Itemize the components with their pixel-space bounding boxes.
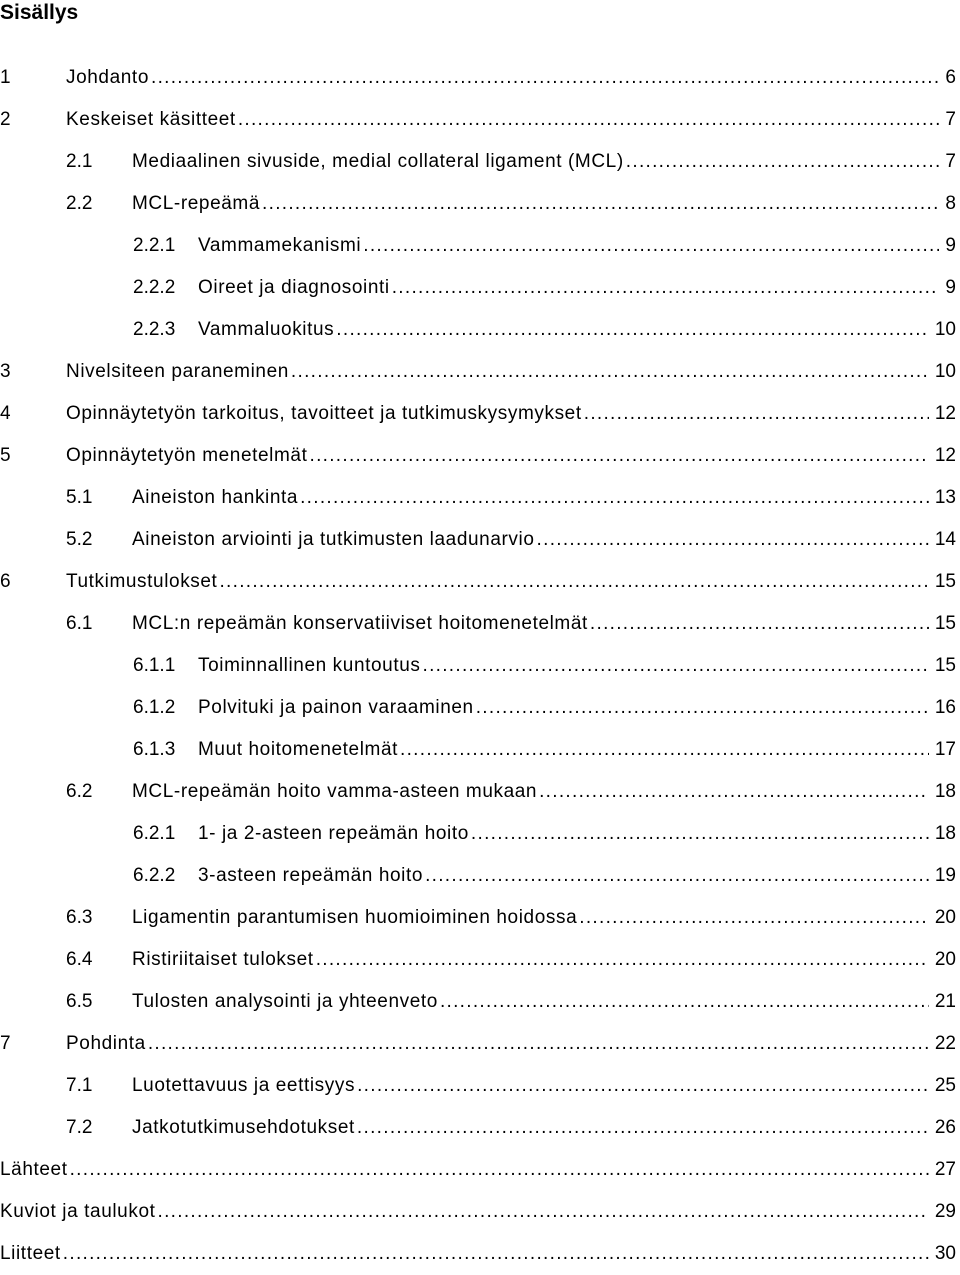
toc-entry-page: 19 [934,865,956,886]
toc-entry-title: Opinnäytetyön menetelmät [66,445,308,466]
toc-dot-leader [440,981,929,1023]
toc-dot-leader [148,1023,929,1065]
toc-entry-title: Keskeiset käsitteet [66,109,236,130]
toc-entry-page: 20 [934,907,956,928]
toc-entry[interactable] [0,267,956,309]
toc-entry-page: 25 [934,1075,956,1096]
toc-entry-page: 9 [945,277,956,298]
toc-dot-leader [363,225,939,267]
toc-entry-number: 6.2 [66,781,93,802]
toc-entry[interactable] [0,1149,956,1191]
toc-entry-page: 10 [934,319,956,340]
toc-entry-page: 17 [934,739,956,760]
toc-entry[interactable] [0,519,956,561]
toc-entry-title: Luotettavuus ja eettisyys [132,1075,356,1096]
toc-dot-leader [63,1233,929,1275]
toc-entry-number: 6.1.1 [133,655,176,676]
toc-entry[interactable] [0,225,956,267]
toc-entry-page: 12 [934,403,956,424]
toc-entry-number: 2.1 [66,151,93,172]
toc-entry[interactable] [0,1107,956,1149]
toc-dot-leader [590,603,929,645]
toc-entry[interactable] [0,1233,956,1275]
toc-entry-page: 6 [945,67,956,88]
toc-dot-leader [471,813,929,855]
toc-entry-page: 10 [934,361,956,382]
toc-entry-page: 29 [934,1201,956,1222]
toc-entry[interactable] [0,477,956,519]
toc-entry-title: Opinnäytetyön tarkoitus, tavoitteet ja tutkimuskysymykset [66,403,582,424]
toc-entry-title: MCL-repeämä [132,193,261,214]
toc-entry-number: 6 [0,571,11,592]
toc-entry-title: Tutkimustulokset [66,571,218,592]
toc-entry-number: 2.2.2 [133,277,176,298]
toc-dot-leader [476,687,929,729]
toc-entry-title: Kuviot ja taulukot [0,1201,156,1222]
toc-entry-number: 6.2.1 [133,823,176,844]
toc-entry[interactable] [0,99,956,141]
toc-entry[interactable] [0,1191,956,1233]
toc-entry-title: 1- ja 2-asteen repeämän hoito [198,823,469,844]
toc-entry-number: 6.2.2 [133,865,176,886]
toc-entry-page: 15 [934,655,956,676]
toc-entry-title: Nivelsiteen paraneminen [66,361,289,382]
toc-entry-number: 4 [0,403,11,424]
toc-dot-leader [626,141,940,183]
toc-entry-title: Jatkotutkimusehdotukset [132,1117,355,1138]
toc-entry-title: MCL:n repeämän konservatiiviset hoitomenetelmät [132,613,588,634]
toc-entry[interactable] [0,57,956,99]
toc-entry-number: 2.2.3 [133,319,176,340]
toc-entry-number: 2.2 [66,193,93,214]
toc-entry-title: Vammaluokitus [198,319,335,340]
toc-entry[interactable] [0,981,956,1023]
page-title: Sisällys [0,1,79,24]
toc-entry-page: 22 [934,1033,956,1054]
toc-entry-title: Ligamentin parantumisen huomioiminen hoidossa [132,907,578,928]
toc-entry-title: Pohdinta [66,1033,146,1054]
toc-entry-number: 6.1 [66,613,93,634]
toc-entry-number: 6.3 [66,907,93,928]
toc-entry[interactable] [0,1023,956,1065]
toc-entry[interactable] [0,603,956,645]
toc-entry[interactable] [0,855,956,897]
toc-dot-leader [357,1107,929,1149]
toc-entry[interactable] [0,687,956,729]
toc-dot-leader [336,309,929,351]
toc-entry-number: 5.2 [66,529,93,550]
toc-entry-number: 7.2 [66,1117,93,1138]
toc-entry-title: Polvituki ja painon varaaminen [198,697,474,718]
toc-dot-leader [70,1149,929,1191]
toc-entry-title: Johdanto [66,67,149,88]
toc-dot-leader [537,519,929,561]
toc-entry-title: Mediaalinen sivuside, medial collateral ligament (MCL) [132,151,624,172]
toc-entry-page: 20 [934,949,956,970]
toc-entry-page: 14 [934,529,956,550]
toc-entry-number: 7.1 [66,1075,93,1096]
toc-entry-page: 13 [934,487,956,508]
toc-entry-number: 6.5 [66,991,93,1012]
toc-dot-leader [539,771,929,813]
toc-entry[interactable] [0,351,956,393]
toc-dot-leader [151,57,939,99]
toc-entry-page: 16 [934,697,956,718]
toc-entry-page: 18 [934,781,956,802]
toc-entry-title: Vammamekanismi [198,235,362,256]
toc-entry-page: 27 [934,1159,956,1180]
toc-entry[interactable] [0,309,956,351]
toc-entry-number: 6.1.3 [133,739,176,760]
toc-entry-title: Muut hoitomenetelmät [198,739,398,760]
toc-entry-number: 6.1.2 [133,697,176,718]
toc-entry-page: 9 [945,235,956,256]
toc-entry-title: Aineiston hankinta [132,487,299,508]
toc-entry-number: 3 [0,361,11,382]
toc-entry-number: 5 [0,445,11,466]
toc-dot-leader [238,99,940,141]
toc-dot-leader [357,1065,929,1107]
toc-entry[interactable] [0,645,956,687]
toc-entry-number: 2.2.1 [133,235,176,256]
toc-entry-title: Tulosten analysointi ja yhteenveto [132,991,438,1012]
toc-entry-number: 6.4 [66,949,93,970]
toc-entry-page: 26 [934,1117,956,1138]
toc-entry[interactable] [0,561,956,603]
toc-entry[interactable] [0,897,956,939]
toc-dot-leader [291,351,929,393]
toc-dot-leader [158,1191,929,1233]
toc-entry-page: 7 [945,151,956,172]
toc-dot-leader [262,183,939,225]
toc-entry-page: 18 [934,823,956,844]
toc-dot-leader [425,855,929,897]
toc-entry-title: Lähteet [0,1159,68,1180]
toc-dot-leader [579,897,929,939]
toc-entry[interactable] [0,393,956,435]
toc-entry[interactable] [0,1065,956,1107]
toc-entry-page: 30 [934,1243,956,1264]
toc-entry-number: 1 [0,67,11,88]
toc-dot-leader [400,729,929,771]
toc-dot-leader [316,939,929,981]
toc-entry-page: 12 [934,445,956,466]
toc-entry-title: Aineiston arviointi ja tutkimusten laadunarvio [132,529,535,550]
table-of-contents [0,57,956,1275]
toc-entry-number: 7 [0,1033,11,1054]
toc-entry-title: Toiminnallinen kuntoutus [198,655,421,676]
toc-entry[interactable] [0,141,956,183]
toc-entry-title: Oireet ja diagnosointi [198,277,390,298]
toc-dot-leader [392,267,940,309]
toc-dot-leader [219,561,928,603]
toc-entry[interactable] [0,813,956,855]
toc-entry-number: 2 [0,109,11,130]
toc-entry-title: 3-asteen repeämän hoito [198,865,424,886]
toc-entry-title: MCL-repeämän hoito vamma-asteen mukaan [132,781,538,802]
toc-entry-title: Liitteet [0,1243,61,1264]
toc-entry[interactable] [0,939,956,981]
toc-entry-page: 21 [934,991,956,1012]
toc-entry-number: 5.1 [66,487,93,508]
toc-entry[interactable] [0,183,956,225]
toc-dot-leader [584,393,929,435]
toc-dot-leader [309,435,928,477]
toc-dot-leader [300,477,929,519]
toc-entry-page: 15 [934,613,956,634]
toc-entry[interactable] [0,729,956,771]
toc-entry[interactable] [0,435,956,477]
toc-entry-title: Ristiriitaiset tulokset [132,949,314,970]
toc-entry[interactable] [0,771,956,813]
toc-entry-page: 7 [945,109,956,130]
toc-entry-page: 15 [934,571,956,592]
toc-dot-leader [422,645,928,687]
toc-entry-page: 8 [945,193,956,214]
